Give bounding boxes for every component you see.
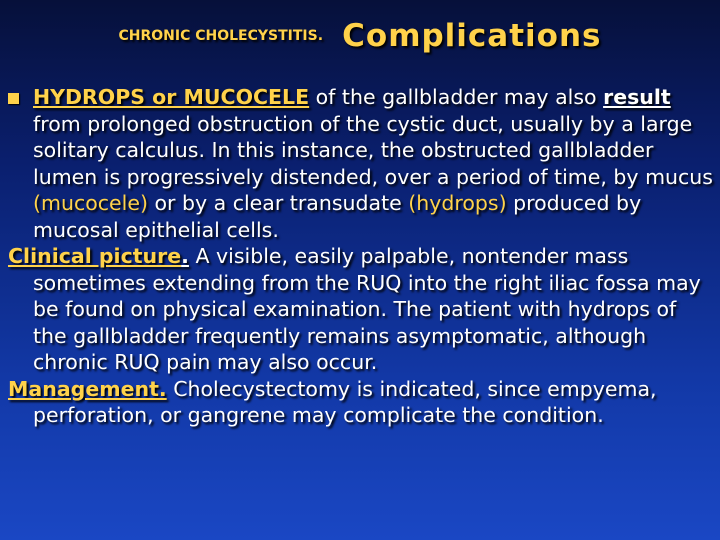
clinical-picture-dot: . xyxy=(181,244,189,268)
title-prefix: CHRONIC CHOLECYSTITIS. xyxy=(118,28,324,44)
hydrops-text-3: or by a clear transudate xyxy=(147,191,409,215)
result-emphasis: result xyxy=(603,85,671,109)
hydrops-text-2: from prolonged obstruction of the cystic duct, usually by a large solitary calculus. In this instance, the obstructed gallbladder lumen is progressively distended, over a period of time, by mucus xyxy=(33,111,713,189)
slide-title xyxy=(0,18,720,54)
title-main: Complications xyxy=(342,18,602,54)
mucocele-term: (mucocele) xyxy=(33,191,148,215)
hydrops-heading: HYDROPS or MUCOCELE xyxy=(33,85,310,109)
management-paragraph xyxy=(8,376,714,429)
hydrops-text-4: produced by mucosal epithelial cells. xyxy=(33,191,642,242)
hydrops-text-1: of the gallbladder may also xyxy=(309,85,604,109)
clinical-picture-heading: Clinical picture xyxy=(8,244,182,268)
clinical-picture-text: A visible, easily palpable, nontender mass sometimes extending from the RUQ into the right iliac fossa may be found on physical examination. The patient with hydrops of the gallbladder frequently remains asymptomatic, although chronic RUQ pain may also occur. xyxy=(33,244,701,374)
square-bullet-icon xyxy=(8,93,19,104)
management-text: Cholecystectomy is indicated, since empyema, perforation, or gangrene may complicate the condition. xyxy=(33,376,657,427)
management-heading: Management. xyxy=(8,376,167,401)
hydrops-paragraph xyxy=(8,84,714,243)
slide-body xyxy=(8,84,714,429)
hydrops-term: (hydrops) xyxy=(408,191,507,215)
clinical-picture-paragraph xyxy=(8,243,714,376)
